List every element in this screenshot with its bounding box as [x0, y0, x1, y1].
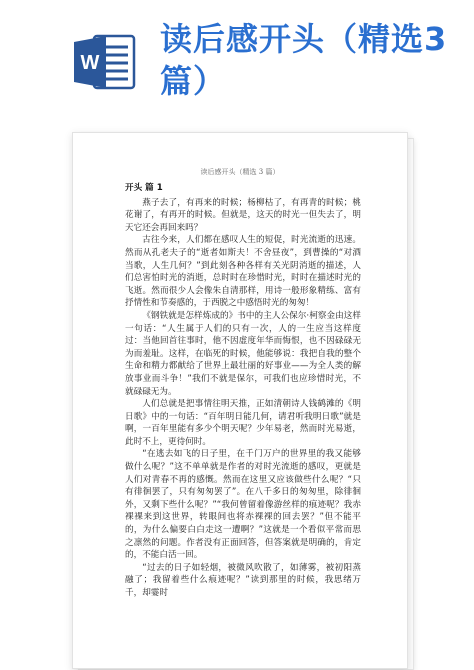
paragraph: 燕子去了，有再来的时候；杨柳枯了，有再青的时候；桃花谢了，有再开的时候。但就是，这天的时光一但失去了，明天它还会再回来吗？ [125, 197, 361, 233]
banner [0, 0, 474, 118]
document-body [125, 182, 361, 600]
paragraph: “在逃去如飞的日子里，在千门万户的世界里的我又能够做什么呢？”这不单单就是作者的对时光流逝的感叹，更就是人们对青春不再的感慨。然而在这里又应该做些什么呢？“只有徘徊罢了，只有匆匆罢了”。在八千多日的匆匆里，除徘徊外，又剩下些什么呢？”“我何曾留着像游丝样的痕迹呢？我赤裸裸来到这世界，转眼间也将赤裸裸的回去罢？”但不能平的，为什么偏要白白走这一遭啊？”这就是一个看似平常而思之凛然的问题。作者没有正面回答，但答案就是明确的，肯定的，不能白活一回。 [125, 449, 361, 561]
document-preview [72, 132, 406, 667]
paragraph: 古往今来，人们都在感叹人生的短促，时光流逝的迅速。然而从孔老夫子的“逝者如斯夫！不舍昼夜”，到曹操的“对酒当歌，人生几何？”到此刻各种各样有关光阴消逝的描述，人们总害怕时光的消逝，总时时在珍惜时光，时时在描述时光的飞逝。然而很少人会像朱自清那样，用诗一般形象精练、富有抒情性和节奏感的，于西脱之中感悟时光的匆匆！ [125, 235, 361, 309]
paragraph: 《钢铁就是怎样炼成的》书中的主人公保尔·柯察金由这样一句话：“人生属于人们的只有一次，人的一生应当这样度过：当他回首往事时，他不因虚度年华而悔恨，也不因碌碌无为而羞耻。这样，在临死的时候，他能够说：我把自我的整个生命和精力都献给了世界上最壮丽的好事业——为全人类的解放事业而斗争！”我们不就是保尔，可我们也应珍惜时光，不就碌碌无为。 [125, 310, 361, 397]
banner-title: 读后感开头（精选3篇） [160, 20, 448, 100]
paragraph: 人们总就是把事情往明天推，正如清朝诗人钱鹤滩的《明日歌》中的一句话：“百年明日能几何，请君听我明日歌”就是啊，一百年里能有多少个明天呢？少年易老，然而时光易逝，此时不上，更待何时。 [125, 399, 361, 447]
svg-text:W: W [80, 52, 100, 74]
paragraph: “过去的日子如轻烟，被微风吹散了，如薄雾，被初阳蒸融了；我留着些什么痕迹呢？”读到那里的时候，我思绪万千，却霎时 [125, 562, 361, 598]
word-document-icon [72, 33, 136, 91]
page-header: 读后感开头（精选 3 篇） [200, 168, 280, 176]
document-page[interactable] [72, 132, 408, 669]
section-title: 开头 篇 1 [125, 183, 163, 193]
